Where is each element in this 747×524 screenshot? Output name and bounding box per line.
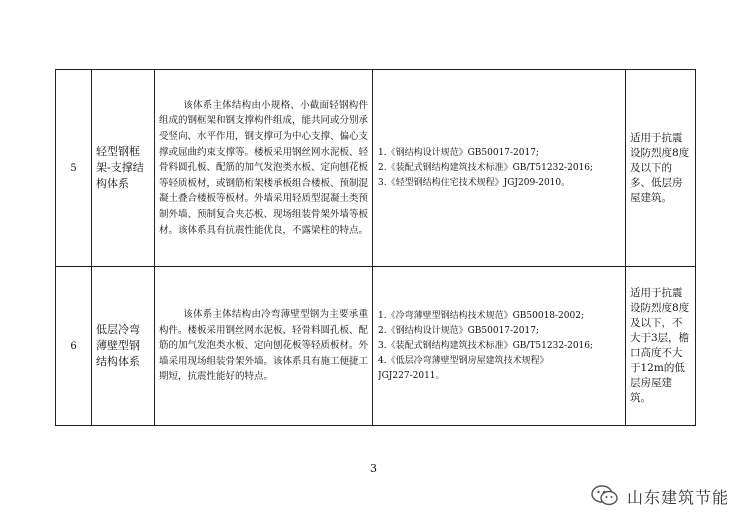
standard-item: 1.《冷弯薄壁型钢结构技术规范》GB50018-2002;: [378, 310, 584, 321]
page-number: 3: [370, 462, 377, 475]
description-text: 该体系主体结构由冷弯薄壁型钢为主要承重构件。楼板采用钢丝网水泥板、轻骨料圆孔板、配筋的加气发泡类水板、定向刨花板等轻质板材。外墙采用现场组装骨架外墙。该体系具有施工便捷工期短，抗震性能好的特点。: [159, 309, 369, 383]
standard-item: 2.《装配式钢结构建筑技术标准》GB/T51232-2016;: [378, 162, 594, 173]
standard-item: 3.《装配式钢结构建筑技术标准》GB/T51232-2016;: [378, 340, 594, 351]
system-description: [155, 70, 373, 267]
watermark-text: 山东建筑节能: [626, 487, 729, 507]
wechat-icon: [591, 484, 619, 508]
standard-item: 3.《轻型钢结构住宅技术规程》JGJ209-2010。: [378, 177, 571, 188]
standards-list: [373, 70, 626, 267]
structure-system-table: [55, 69, 696, 426]
watermark: [591, 484, 729, 508]
system-name: 低层冷弯薄壁型钢结构体系: [92, 267, 155, 426]
system-description: [155, 267, 373, 426]
applicable-scope: 适用于抗震设防烈度8度及以下，不大于3层，檐口高度不大于12m的低层房屋建筑。: [626, 267, 696, 426]
row-number: 5: [56, 70, 92, 267]
table-row: [56, 267, 696, 426]
standard-item: 1.《钢结构设计规范》GB50017-2017;: [378, 147, 539, 158]
standard-item: 2.《钢结构设计规范》GB50017-2017;: [378, 325, 539, 336]
standard-item: 4.《低层冷弯薄壁型钢房屋建筑技术规程》: [378, 355, 549, 366]
table-row: [56, 70, 696, 267]
description-text: 该体系主体结构由小规格、小截面轻钢构件组成的钢框架和钢支撑构件组成，能共同或分别承受竖向、水平作用，钢支撑可为中心支撑、偏心支撑或屈曲约束支撑等。楼板采用钢丝网水泥板、轻骨料圆孔板、配筋的加气发泡类水板、定向刨花板等轻质板材，或钢筋桁架楼承板组合楼板、预制混凝土叠合楼板等板材。外墙采用轻质型混凝土类预制外墙、预制复合夹芯板、现场组装骨架外墙等板材。该体系具有抗震性能优良，不露梁柱的特点。: [159, 99, 369, 236]
applicable-scope: 适用于抗震设防烈度8度及以下的多、低层房屋建筑。: [626, 70, 696, 267]
standards-list: [373, 267, 626, 426]
row-number: 6: [56, 267, 92, 426]
system-name: 轻型钢框架-支撑结构体系: [92, 70, 155, 267]
standard-item: JGJ227-2011。: [378, 370, 445, 381]
